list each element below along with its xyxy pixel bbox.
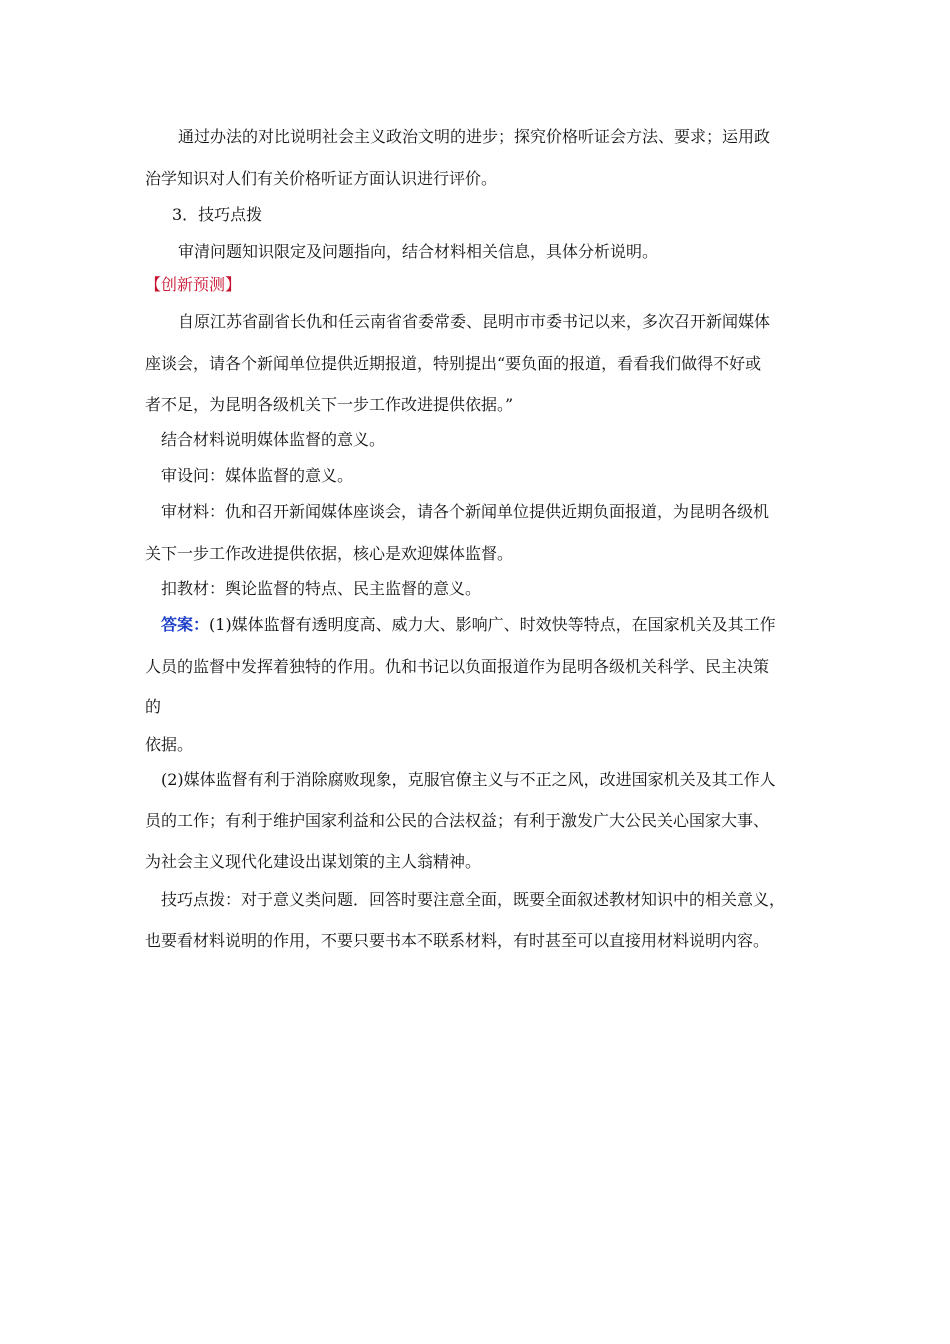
answer-paragraph-2-line-3: 为社会主义现代化建设出谋划策的主人翁精神。 — [145, 852, 482, 871]
answer-paragraph-2-line-1: (2)媒体监督有利于消除腐败现象，克服官僚主义与不正之风，改进国家机关及其工作人 — [161, 770, 776, 789]
intro-paragraph-line-1: 通过办法的对比说明社会主义政治文明的进步；探究价格听证会方法、要求；运用政 — [178, 127, 771, 146]
analysis-textbook: 扣教材：舆论监督的特点、民主监督的意义。 — [161, 579, 482, 598]
answer-paragraph-1-line-4: 依据。 — [145, 735, 194, 754]
section-heading-innovation-prediction: 【创新预测】 — [145, 275, 242, 294]
analysis-question: 审设问：媒体监督的意义。 — [161, 466, 354, 485]
analysis-material-line-2: 关下一步工作改进提供依据，核心是欢迎媒体监督。 — [145, 544, 514, 563]
answer-paragraph-2-line-2: 员的工作；有利于维护国家利益和公民的合法权益；有利于激发广大公民关心国家大事、 — [145, 811, 770, 830]
skill-text: 审清问题知识限定及问题指向，结合材料相关信息，具体分析说明。 — [178, 242, 659, 261]
intro-paragraph-line-2: 治学知识对人们有关价格听证方面认识进行评价。 — [145, 169, 498, 188]
material-line-1: 自原江苏省副省长仇和任云南省省委常委、昆明市市委书记以来，多次召开新闻媒体 — [178, 312, 771, 331]
material-line-3: 者不足，为昆明各级机关下一步工作改进提供依据。” — [145, 395, 514, 414]
question-text: 结合材料说明媒体监督的意义。 — [161, 430, 386, 449]
answer-paragraph-1-line-1 — [161, 614, 950, 636]
analysis-material-line-1: 审材料：仇和召开新闻媒体座谈会，请各个新闻单位提供近期负面报道，为昆明各级机 — [161, 502, 770, 521]
skill-heading: 3．技巧点拨 — [172, 205, 263, 224]
material-line-2: 座谈会，请各个新闻单位提供近期报道，特别提出“要负面的报道，看看我们做得不好或 — [145, 354, 762, 373]
tips-line-1: 技巧点拨：对于意义类问题．回答时要注意全面，既要全面叙述教材知识中的相关意义， — [161, 890, 786, 909]
tips-line-2: 也要看材料说明的作用，不要只要书本不联系材料，有时甚至可以直接用材料说明内容。 — [145, 931, 770, 950]
answer-p1-text-1: (1)媒体监督有透明度高、威力大、影响广、时效快等特点，在国家机关及其工作 — [209, 615, 776, 634]
answer-paragraph-1-line-2: 人员的监督中发挥着独特的作用。仇和书记以负面报道作为昆明各级机关科学、民主决策 — [145, 657, 770, 676]
answer-paragraph-1-line-3: 的 — [145, 697, 162, 716]
answer-label: 答案： — [161, 615, 210, 634]
